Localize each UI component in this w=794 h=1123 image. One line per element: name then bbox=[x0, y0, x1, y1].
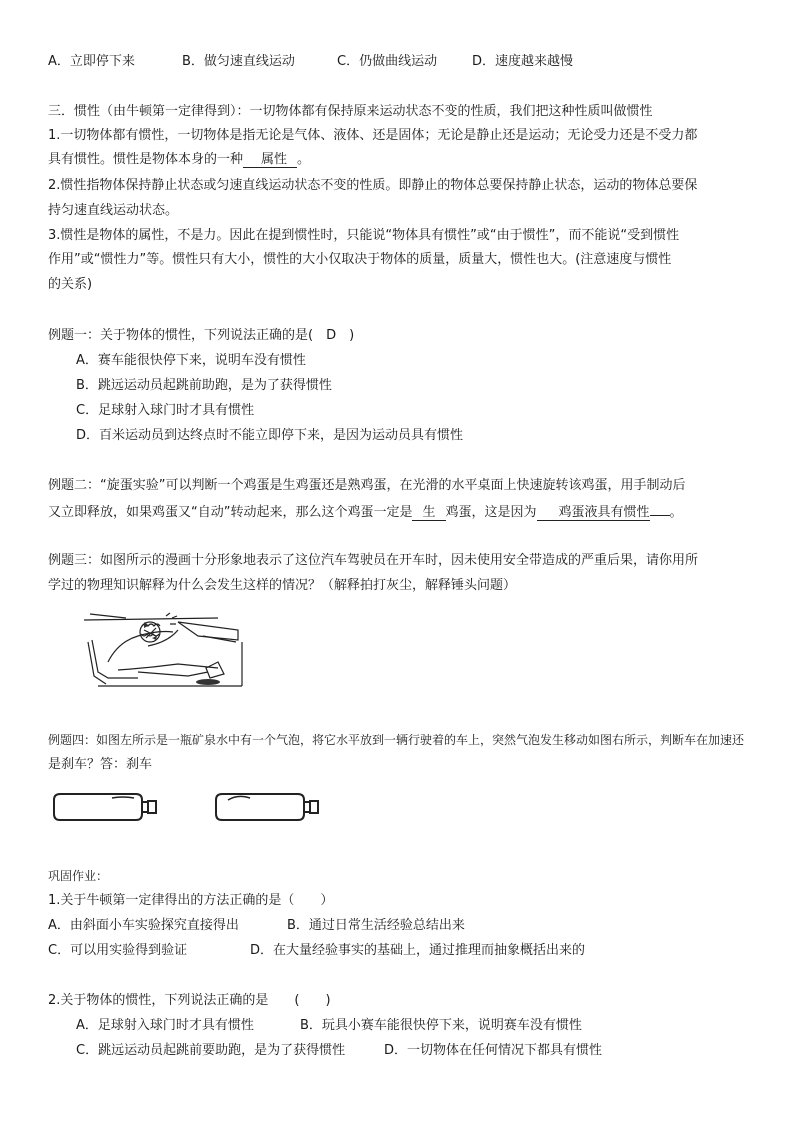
blank-answer-raw: 生 bbox=[412, 506, 445, 521]
bottle-left-figure bbox=[52, 792, 162, 822]
homework-q1: 1.关于牛顿第一定律得出的方法正确的是（ ） bbox=[48, 893, 334, 908]
example2-line1: 例题二：“旋蛋实验”可以判断一个鸡蛋是生鸡蛋还是熟鸡蛋，在光滑的水平桌面上快速旋转该鸡蛋，用手制动后 bbox=[48, 478, 686, 493]
example3-line2: 学过的物理知识解释为什么会发生这样的情况？（解释拍打灰尘，解释锤头问题） bbox=[48, 578, 517, 593]
homework-title: 巩固作业： bbox=[48, 869, 109, 883]
example1-option-d: D．百米运动员到达终点时不能立即停下来，是因为运动员具有惯性 bbox=[76, 428, 464, 443]
example2-line2-post: 。 bbox=[669, 505, 683, 520]
example1-option-a: A．赛车能很快停下来，说明车没有惯性 bbox=[76, 353, 306, 368]
section3-p3-line2: 作用”或“惯性力”等。惯性只有大小，惯性的大小仅取决于物体的质量，质量大，惯性也大。(注意速度与惯性 bbox=[48, 252, 672, 267]
air-bubble-moved bbox=[228, 796, 250, 800]
homework-q2-option-a: A．足球射入球门时才具有惯性 bbox=[76, 1018, 254, 1033]
example2-line2-mid: 鸡蛋，这是因为 bbox=[445, 505, 537, 520]
example1-question: 例题一：关于物体的惯性，下列说法正确的是( D ) bbox=[48, 328, 355, 343]
blank-answer-reason: 鸡蛋液具有惯性 bbox=[537, 506, 650, 521]
option-c: C．仍做曲线运动 bbox=[337, 54, 438, 69]
blank-answer-attribute: 属性 bbox=[243, 153, 297, 168]
bottle-right-figure bbox=[214, 792, 324, 822]
option-d: D．速度越来越慢 bbox=[472, 54, 574, 69]
example2-line2-pre: 又立即释放，如果鸡蛋又“自动”转动起来，那么这个鸡蛋一定是 bbox=[48, 505, 413, 520]
blank-underline bbox=[650, 503, 670, 516]
example1-option-c: C．足球射入球门时才具有惯性 bbox=[76, 403, 255, 418]
section3-p1-line2 bbox=[48, 152, 310, 168]
example1-option-b: B．跳远运动员起跳前助跑，是为了获得惯性 bbox=[76, 378, 332, 393]
section3-p1-line2-pre: 具有惯性。惯性是物体本身的一种 bbox=[48, 152, 244, 167]
example2-line2 bbox=[48, 503, 683, 521]
homework-q1-option-d: D．在大量经验事实的基础上，通过推理而抽象概括出来的 bbox=[250, 943, 586, 958]
option-a: A．立即停下来 bbox=[48, 54, 135, 69]
homework-q2-option-b: B．玩具小赛车能很快停下来，说明赛车没有惯性 bbox=[300, 1018, 582, 1033]
homework-q2-option-c: C．跳远运动员起跳前要助跑，是为了获得惯性 bbox=[76, 1043, 346, 1058]
homework-q1-option-a: A．由斜面小车实验探究直接得出 bbox=[48, 918, 239, 933]
example3-line1: 例题三：如图所示的漫画十分形象地表示了这位汽车驾驶员在开车时，因未使用安全带造成的严重后果，请你用所 bbox=[48, 553, 699, 568]
homework-q2: 2.关于物体的惯性，下列说法正确的是 ( ) bbox=[48, 993, 331, 1008]
section3-heading: 三．惯性（由牛顿第一定律得到）：一切物体都有保持原来运动状态不变的性质，我们把这种性质叫做惯性 bbox=[48, 104, 653, 119]
driver-cartoon-figure bbox=[78, 612, 248, 692]
section3-p2-line2: 持匀速直线运动状态。 bbox=[48, 203, 179, 218]
section3-p3-line1: 3.惯性是物体的属性，不是力。因此在提到惯性时，只能说“物体具有惯性”或“由于惯性”，而不能说“受到惯性 bbox=[48, 228, 680, 243]
section3-p3-line3: 的关系) bbox=[48, 277, 93, 292]
example4-line2: 是刹车？答：刹车 bbox=[48, 757, 153, 772]
section3-p1-line2-post: 。 bbox=[297, 152, 311, 167]
homework-q1-option-b: B．通过日常生活经验总结出来 bbox=[287, 918, 465, 933]
section3-p2-line1: 2.惯性指物体保持静止状态或匀速直线运动状态不变的性质。即静止的物体总要保持静止状态，运动的物体总要保 bbox=[48, 178, 698, 193]
section3-p1-line1: 1.一切物体都有惯性，一切物体是指无论是气体、液体、还是固体；无论是静止还是运动；无论受力还是不受力都 bbox=[48, 128, 698, 143]
homework-q1-option-c: C．可以用实验得到验证 bbox=[48, 943, 188, 958]
example4-line1: 例题四：如图左所示是一瓶矿泉水中有一个气泡，将它水平放到一辆行驶着的车上，突然气泡发生移动如图右所示，判断车在加速还 bbox=[48, 733, 745, 747]
air-bubble bbox=[112, 797, 134, 798]
homework-q2-option-d: D．一切物体在任何情况下都具有惯性 bbox=[384, 1043, 603, 1058]
option-b: B．做匀速直线运动 bbox=[182, 54, 295, 69]
